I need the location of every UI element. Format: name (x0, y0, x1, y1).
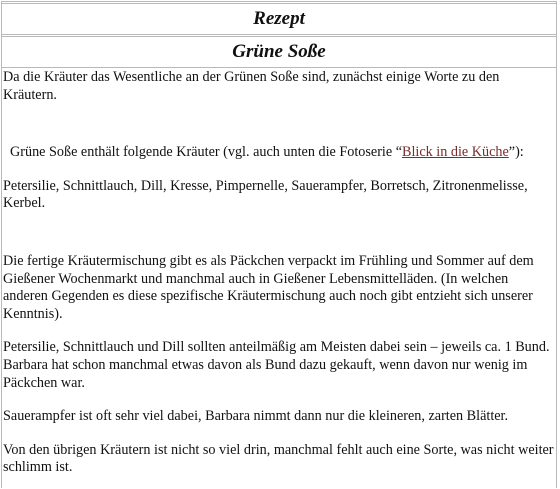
spacer (3, 323, 555, 339)
recipe-content (3, 69, 555, 477)
herb-list-intro (3, 144, 555, 162)
page-title: Rezept (1, 3, 557, 35)
photo-series-link[interactable]: Blick in die Küche (402, 144, 509, 161)
intro-paragraph: Da die Kräuter das Wesentliche an der Grünen Soße sind, zunächst einige Worte zu den Kräutern. (3, 69, 500, 103)
herb-list: Petersilie, Schnittlauch, Dill, Kresse, Pimpernelle, Sauerampfer, Borretsch, Zitronenmelisse, Kerbel. (3, 177, 528, 212)
sorrel-paragraph: Sauerampfer ist oft sehr viel dabei, Barbara nimmt dann nur die kleineren, zarten Blätter. (3, 408, 509, 425)
other-herbs-paragraph: Von den übrigen Kräutern ist nicht so viel drin, manchmal fehlt auch eine Sorte, was nicht weiter schlimm ist. (3, 441, 554, 476)
spacer (3, 162, 555, 178)
recipe-title: Grüne Soße (1, 36, 557, 68)
spacer (3, 392, 555, 408)
spacer (3, 104, 555, 144)
spacer (3, 213, 555, 253)
main-herbs-paragraph: Petersilie, Schnittlauch und Dill sollten anteilmäßig am Meisten dabei sein – jeweils ca. 1 Bund. Barbara hat schon manchmal etwas davon als Bund dazu gekauft, wenn davon nur wenig im Päckchen war. (3, 339, 550, 391)
spacer (3, 426, 555, 442)
mix-paragraph: Die fertige Kräutermischung gibt es als Päckchen verpackt im Frühling und Sommer auf dem Gießener Wochenmarkt und manchmal auch in Gießener Lebensmittelläden. (In welchen anderen Gegenden es diese spezifische Kräutermischung auch noch gibt entzieht sich unserer Kenntnis). (3, 252, 534, 322)
herb-list-intro-end: ”): (508, 144, 524, 161)
herb-list-intro-text: Grüne Soße enthält folgende Kräuter (vgl. auch unten die Fotoserie “ (10, 144, 402, 161)
